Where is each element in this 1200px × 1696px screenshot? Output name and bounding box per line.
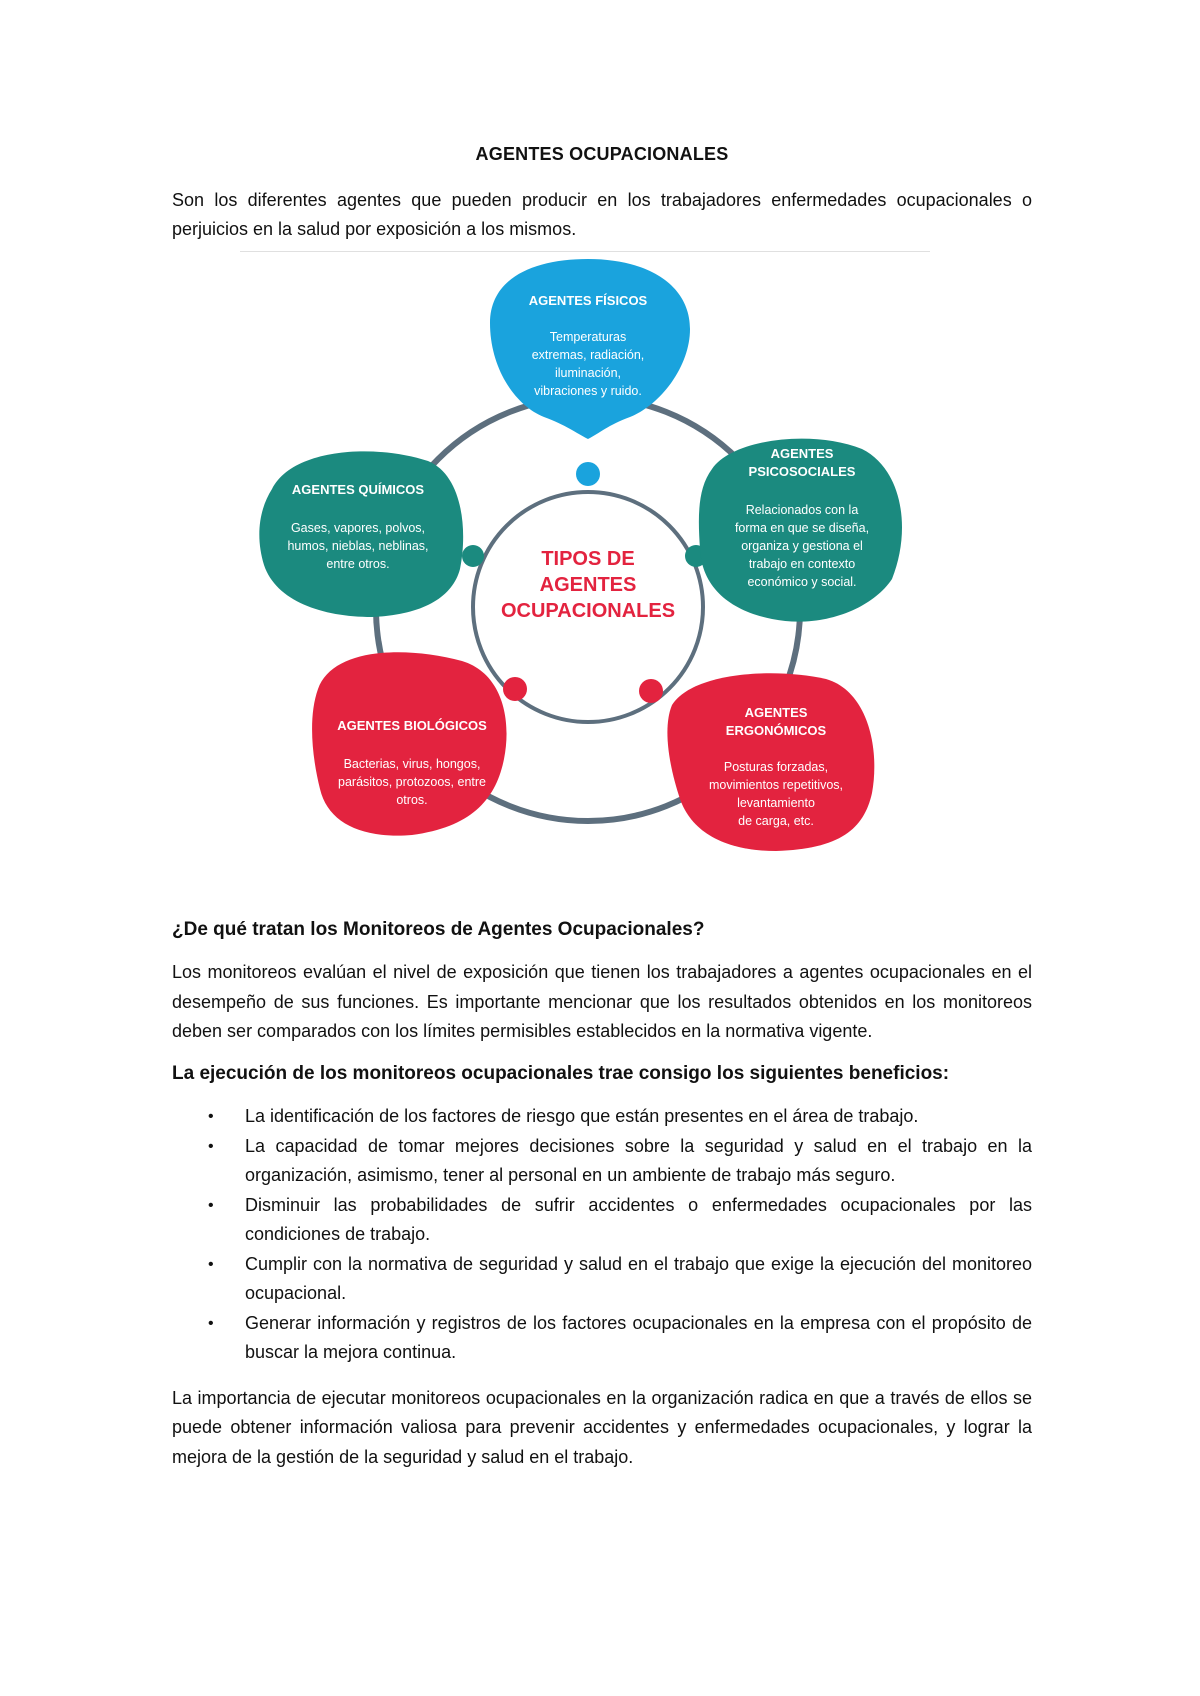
ergonomicos-line2: movimientos repetitivos, — [708, 777, 844, 792]
quimicos-line2: humos, nieblas, neblinas, — [287, 538, 429, 553]
list-item — [172, 1250, 1032, 1309]
list-item-text: Cumplir con la normativa de seguridad y salud en el trabajo que exige la ejecución del monitoreo ocupacional. — [245, 1253, 1032, 1303]
node-agentes-biologicos — [312, 652, 506, 835]
ergonomicos-line3: levantamiento — [737, 795, 815, 810]
center-title-line2: AGENTES — [539, 573, 637, 596]
section2-heading: La ejecución de los monitoreos ocupacionales trae consigo los siguientes beneficios: — [172, 1062, 950, 1084]
bullet-icon: • — [208, 1314, 214, 1332]
psicosociales-line5: económico y social. — [747, 574, 857, 589]
fisicos-title: AGENTES FÍSICOS — [528, 292, 648, 308]
node-agentes-ergonomicos — [667, 673, 874, 851]
ergonomicos-title2: ERGONÓMICOS — [725, 722, 827, 738]
node-agentes-psicosociales — [699, 438, 902, 621]
list-item — [172, 1102, 1032, 1132]
psicosociales-line2: forma en que se diseña, — [734, 520, 870, 535]
node-agentes-quimicos — [259, 451, 463, 617]
biologicos-line2: parásitos, protozoos, entre — [338, 774, 486, 789]
list-item-text: Disminuir las probabilidades de sufrir accidentes o enfermedades ocupacionales por las condiciones de trabajo. — [245, 1194, 1032, 1244]
agents-diagram — [172, 249, 1032, 889]
quimicos-line3: entre otros. — [326, 556, 390, 571]
list-item — [172, 1309, 1032, 1368]
dot-biologicos — [503, 677, 527, 701]
document-content — [172, 140, 1032, 1472]
section1-heading: ¿De qué tratan los Monitoreos de Agentes Ocupacionales? — [172, 918, 705, 940]
dot-fisicos — [576, 462, 600, 486]
list-item-text: La identificación de los factores de riesgo que están presentes en el área de trabajo. — [245, 1106, 919, 1126]
biologicos-line3: otros. — [396, 792, 428, 807]
fisicos-line4: vibraciones y ruido. — [534, 383, 642, 398]
psicosociales-title2: PSICOSOCIALES — [748, 463, 856, 479]
psicosociales-line4: trabajo en contexto — [748, 556, 856, 571]
list-item-text: Generar información y registros de los factores ocupacionales en la empresa con el propósito de buscar la mejora continua. — [245, 1312, 1032, 1362]
fisicos-line3: iluminación, — [554, 365, 622, 380]
bullet-icon: • — [208, 1108, 214, 1125]
fisicos-line1: Temperaturas — [549, 329, 627, 344]
ergonomicos-title1: AGENTES — [744, 704, 808, 720]
bullet-icon: • — [208, 1255, 214, 1273]
biologicos-line1: Bacterias, virus, hongos, — [343, 756, 481, 771]
ergonomicos-line1: Posturas forzadas, — [723, 759, 829, 774]
page-title: AGENTES OCUPACIONALES — [475, 144, 729, 164]
fisicos-line2: extremas, radiación, — [531, 347, 645, 362]
bullet-icon: • — [208, 1137, 214, 1155]
intro-paragraph: Son los diferentes agentes que pueden producir en los trabajadores enfermedades ocupacionales o perjuicios en la salud por exposición a los mismos. — [172, 189, 1032, 239]
psicosociales-line1: Relacionados con la — [745, 502, 859, 517]
center-title-line3: OCUPACIONALES — [500, 599, 676, 622]
quimicos-title: AGENTES QUÍMICOS — [291, 481, 425, 497]
center-title-line1: TIPOS DE — [541, 547, 635, 570]
closing-paragraph: La importancia de ejecutar monitoreos ocupacionales en la organización radica en que a través de ellos se puede obtener información valiosa para prevenir accidentes y enfermedades ocupacionales, y lograr la mejora de la gestión de la seguridad y salud en el trabajo. — [172, 1387, 1032, 1467]
psicosociales-title1: AGENTES — [770, 445, 834, 461]
list-item — [172, 1191, 1032, 1250]
biologicos-title: AGENTES BIOLÓGICOS — [337, 717, 487, 733]
agents-diagram-svg — [172, 249, 1032, 889]
list-item-text: La capacidad de tomar mejores decisiones sobre la seguridad y salud en el trabajo en la organización, asimismo, tener al personal en un ambiente de trabajo más seguro. — [245, 1135, 1032, 1185]
section1-body: Los monitoreos evalúan el nivel de exposición que tienen los trabajadores a agentes ocupacionales en el desempeño de sus funciones. Es importante mencionar que los resultados obtenidos en los monitoreos deben ser comparados con los límites permisibles establecidos en la normativa vigente. — [172, 962, 1032, 1041]
list-item — [172, 1132, 1032, 1191]
benefits-list — [172, 1102, 1032, 1368]
quimicos-line1: Gases, vapores, polvos, — [290, 520, 426, 535]
blob-biologicos — [312, 652, 506, 835]
ergonomicos-line4: de carga, etc. — [738, 813, 814, 828]
bullet-icon: • — [208, 1196, 214, 1214]
psicosociales-line3: organiza y gestiona el — [741, 538, 863, 553]
dot-ergonomicos — [639, 679, 663, 703]
dot-quimicos — [462, 545, 484, 567]
